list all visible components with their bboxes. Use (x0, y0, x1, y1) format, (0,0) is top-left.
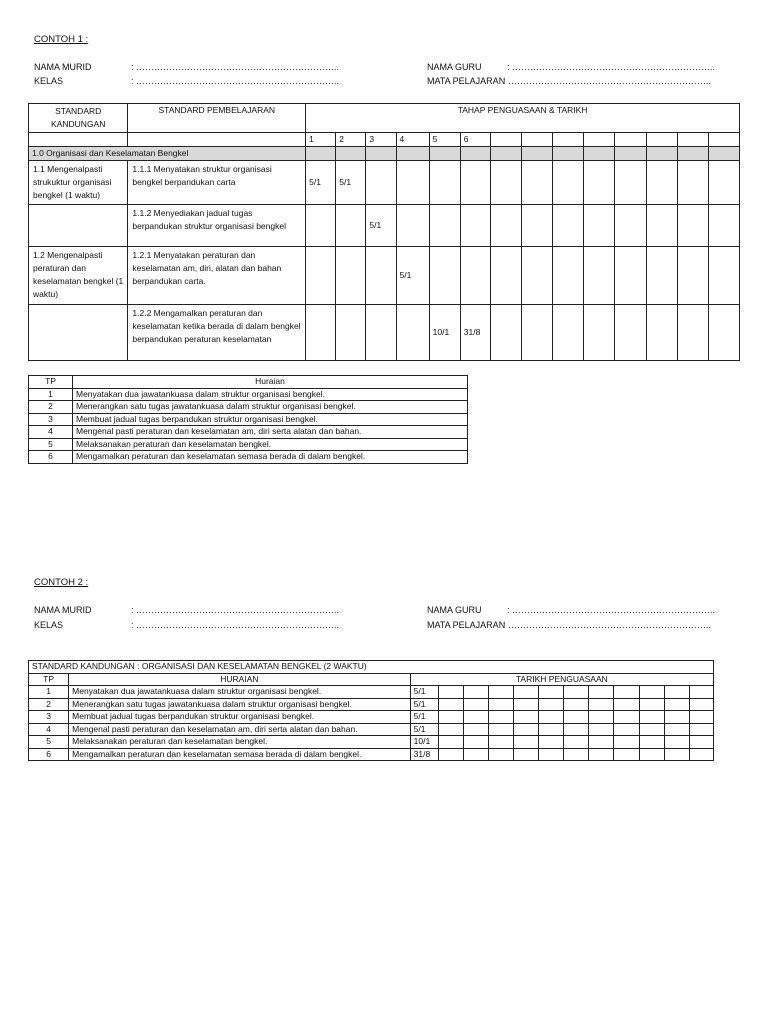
mark-cell (306, 247, 336, 305)
table-row (29, 305, 740, 361)
level-header: 4 (396, 133, 429, 147)
penguasaan-table (28, 660, 714, 761)
mark-cell (460, 205, 490, 247)
tp-cell: 3 (29, 413, 73, 426)
header-huraian: HURAIAN (69, 673, 410, 686)
standard-pembelajaran-cell: 1.1.1 Menyatakan struktur organisasi bengkel berpandukan carta (128, 161, 306, 205)
table-row (29, 388, 468, 401)
mark-cell (396, 205, 429, 247)
mark-cell (306, 205, 336, 247)
standard-kandungan-cell: 1.2 Mengenalpasti peraturan dan keselamatan bengkel (1 waktu) (29, 247, 128, 305)
table-row (29, 723, 714, 736)
huraian-cell: Mengenal pasti peraturan dan keselamatan am, diri serta alatan dan bahan. (73, 426, 468, 439)
mark-cell (429, 205, 460, 247)
table-row (29, 247, 740, 305)
tp-cell: 1 (29, 388, 73, 401)
header-tp: TP (29, 673, 69, 686)
standard-kandungan-cell: 1.1 Mengenalpasti strukuktur organisasi bengkel (1 waktu) (29, 161, 128, 205)
standard-kandungan-cell (29, 205, 128, 247)
date-cell: 10/1 (410, 736, 438, 749)
tp-cell: 4 (29, 723, 69, 736)
mata-pelajaran-field[interactable]: : ………………………………………………………….. (503, 76, 712, 86)
table-row (29, 698, 714, 711)
mark-cell (306, 305, 336, 361)
tp-cell: 2 (29, 698, 69, 711)
table-row (29, 711, 714, 724)
tp-cell: 3 (29, 711, 69, 724)
mark-cell (396, 305, 429, 361)
level-header: 5 (429, 133, 460, 147)
date-cell: 5/1 (410, 698, 438, 711)
huraian-cell: Mengamalkan peraturan dan keselamatan semasa berada di dalam bengkel. (73, 451, 468, 464)
header-huraian: Huraian (73, 376, 468, 389)
mata-pelajaran-label: MATA PELAJARAN (427, 620, 506, 630)
level-header: 2 (336, 133, 366, 147)
table-row (29, 205, 740, 247)
mark-cell: 5/1 (366, 205, 396, 247)
tp-cell: 2 (29, 401, 73, 414)
table-row (29, 161, 740, 205)
mark-cell (366, 161, 396, 205)
mark-cell: 5/1 (336, 161, 366, 205)
example1-heading: CONTOH 1 : (34, 34, 89, 45)
nama-guru-label: NAMA GURU (427, 62, 482, 72)
standard-kandungan-title: STANDARD KANDUNGAN : ORGANISASI DAN KESELAMATAN BENGKEL (2 WAKTU) (29, 661, 714, 674)
mark-cell (429, 247, 460, 305)
mark-cell (396, 161, 429, 205)
huraian-cell: Menyatakan dua jawatankuasa dalam struktur organisasi bengkel. (73, 388, 468, 401)
kelas-label: KELAS (34, 76, 64, 86)
table-row (29, 748, 714, 761)
standard-pembelajaran-cell: 1.2.2 Mengamalkan peraturan dan keselamatan ketika berada di dalam bengkel berpandukan peraturan keselamatan (128, 305, 306, 361)
mark-cell: 31/8 (460, 305, 490, 361)
date-cell: 5/1 (410, 723, 438, 736)
huraian-cell: Menerangkan satu tugas jawatankuasa dalam struktur organisasi bengkel. (73, 401, 468, 414)
nama-murid-field[interactable]: : ………………………………………………………….. (131, 62, 340, 72)
standard-pembelajaran-cell: 1.2.1 Menyatakan peraturan dan keselamatan am, diri, alatan dan bahan berpandukan carta. (128, 247, 306, 305)
tp-cell: 1 (29, 686, 69, 699)
huraian-cell: Menyatakan dua jawatankuasa dalam struktur organisasi bengkel. (69, 686, 410, 699)
section-title: 1.0 Organisasi dan Keselamatan Bengkel (29, 147, 306, 161)
tp-cell: 6 (29, 748, 69, 761)
huraian-cell: Membuat jadual tugas berpandukan struktur organisasi bengkel. (69, 711, 410, 724)
nama-guru-field[interactable]: : ………………………………………………………….. (507, 62, 716, 72)
kelas-field[interactable]: : ………………………………………………………….. (131, 76, 340, 86)
date-cell: 31/8 (410, 748, 438, 761)
mark-cell (366, 305, 396, 361)
table-row (29, 401, 468, 414)
mata-pelajaran-label: MATA PELAJARAN (427, 76, 506, 86)
tp-cell: 5 (29, 736, 69, 749)
mark-cell: 5/1 (396, 247, 429, 305)
header-standard-kandungan: STANDARD KANDUNGAN (29, 104, 128, 133)
tp-huraian-table (28, 375, 468, 464)
mata-pelajaran-field[interactable]: : ………………………………………………………….. (503, 620, 712, 630)
tp-cell: 6 (29, 451, 73, 464)
level-header: 6 (460, 133, 490, 147)
nama-murid-label: NAMA MURID (34, 605, 92, 615)
header-tarikh-penguasaan: TARIKH PENGUASAAN (410, 673, 713, 686)
mark-cell (336, 205, 366, 247)
assessment-table (28, 103, 740, 361)
mark-cell (460, 161, 490, 205)
huraian-cell: Menerangkan satu tugas jawatankuasa dalam struktur organisasi bengkel. (69, 698, 410, 711)
standard-kandungan-cell (29, 305, 128, 361)
huraian-cell: Melaksanakan peraturan dan keselamatan bengkel. (73, 438, 468, 451)
level-header: 1 (306, 133, 336, 147)
level-header: 3 (366, 133, 396, 147)
mark-cell (460, 247, 490, 305)
table-row (29, 736, 714, 749)
nama-guru-field[interactable]: : ………………………………………………………….. (507, 605, 716, 615)
huraian-cell: Mengenal pasti peraturan dan keselamatan am, diri serta alatan dan bahan. (69, 723, 410, 736)
nama-guru-label: NAMA GURU (427, 605, 482, 615)
example2-heading: CONTOH 2 : (34, 577, 89, 588)
tp-cell: 4 (29, 426, 73, 439)
kelas-field[interactable]: : ………………………………………………………….. (131, 620, 340, 630)
header-tp: TP (29, 376, 73, 389)
table-row (29, 438, 468, 451)
huraian-cell: Melaksanakan peraturan dan keselamatan bengkel. (69, 736, 410, 749)
date-cell: 5/1 (410, 711, 438, 724)
mark-cell (336, 247, 366, 305)
huraian-cell: Mengamalkan peraturan dan keselamatan semasa berada di dalam bengkel. (69, 748, 410, 761)
date-cell: 5/1 (410, 686, 438, 699)
mark-cell (429, 161, 460, 205)
header-tahap-penguasaan: TAHAP PENGUASAAN & TARIKH (306, 104, 740, 133)
huraian-cell: Membuat jadual tugas berpandukan struktur organisasi bengkel. (73, 413, 468, 426)
header-standard-pembelajaran: STANDARD PEMBELAJARAN (128, 104, 306, 133)
table-row (29, 426, 468, 439)
table-row (29, 413, 468, 426)
tp-cell: 5 (29, 438, 73, 451)
table-row (29, 451, 468, 464)
mark-cell (366, 247, 396, 305)
standard-pembelajaran-cell: 1.1.2 Menyediakan jadual tugas berpandukan struktur organisasi bengkel (128, 205, 306, 247)
mark-cell: 5/1 (306, 161, 336, 205)
table-row (29, 686, 714, 699)
kelas-label: KELAS (34, 620, 64, 630)
nama-murid-field[interactable]: : ………………………………………………………….. (131, 605, 340, 615)
nama-murid-label: NAMA MURID (34, 62, 92, 72)
mark-cell (336, 305, 366, 361)
mark-cell: 10/1 (429, 305, 460, 361)
